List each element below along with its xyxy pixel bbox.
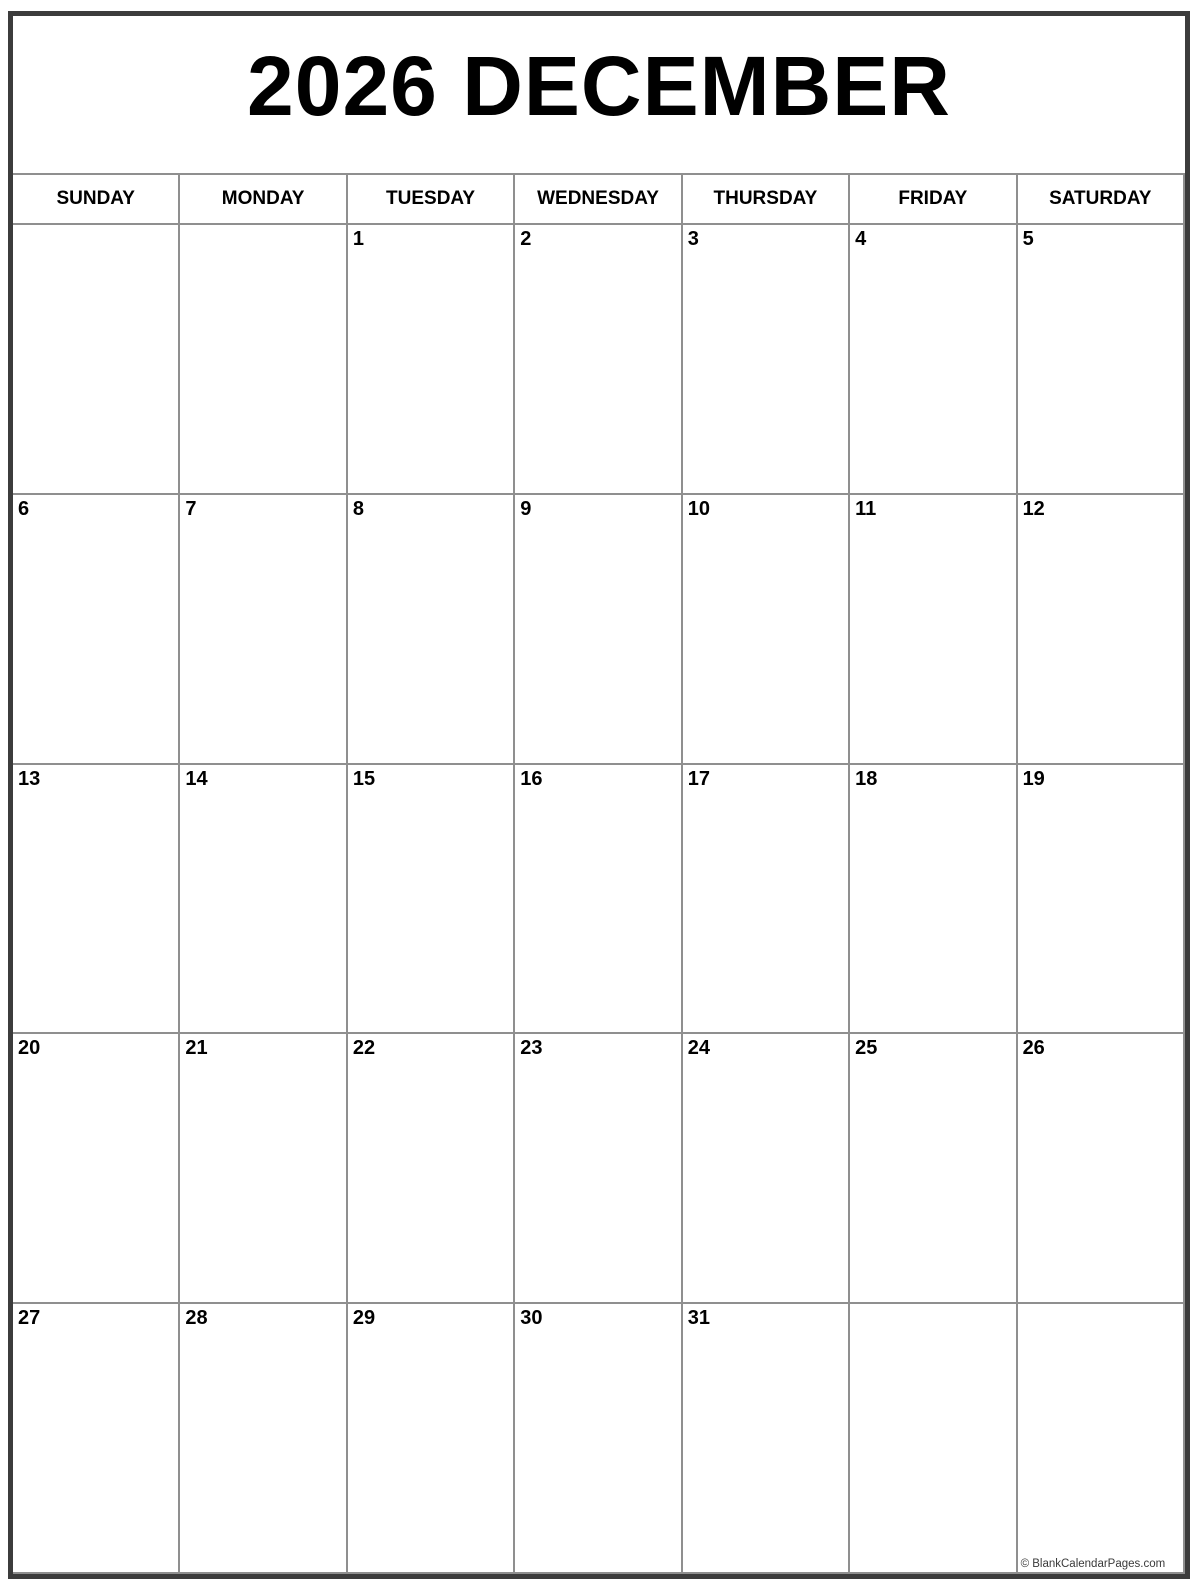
page-frame: [8, 11, 1190, 1579]
day-number: 4: [855, 228, 867, 250]
day-number: 30: [520, 1307, 543, 1330]
cell-2026-12-18: [850, 765, 1017, 1035]
cell-2026-12-15: [348, 765, 515, 1035]
day-number: 27: [18, 1307, 41, 1330]
day-number: 19: [1022, 767, 1045, 790]
weekday-header-tuesday: TUESDAY: [348, 175, 515, 225]
day-number: [1018, 1304, 1183, 1307]
cell-2026-12-30: [515, 1304, 682, 1574]
weekday-header-thursday: THURSDAY: [683, 175, 850, 225]
watermark-text: © BlankCalendarPages.com: [1020, 1557, 1166, 1570]
cell-2026-12-08: [348, 495, 515, 765]
day-number: 3: [687, 228, 699, 250]
cell-2026-12-31: [683, 1304, 850, 1574]
day-number: 12: [1022, 497, 1045, 520]
cell-empty: [850, 1304, 1017, 1574]
cell-2026-12-27: [13, 1304, 180, 1574]
cell-2026-12-25: [850, 1034, 1017, 1304]
day-number: [180, 225, 345, 228]
cell-2026-12-11: [850, 495, 1017, 765]
cell-2026-12-21: [180, 1034, 347, 1304]
day-number: 21: [185, 1037, 208, 1060]
day-number: 28: [185, 1307, 208, 1330]
day-number: 14: [185, 767, 208, 790]
cell-2026-12-06: [13, 495, 180, 765]
page-title: 2026 DECEMBER: [247, 39, 951, 133]
weekday-header-saturday: SATURDAY: [1018, 175, 1185, 225]
cell-2026-12-13: [13, 765, 180, 1035]
day-number: 22: [352, 1037, 376, 1060]
calendar-grid: [13, 173, 1185, 1574]
day-number: 11: [855, 497, 877, 520]
day-number: 25: [855, 1037, 878, 1060]
day-number: 10: [687, 497, 710, 520]
cell-2026-12-22: [348, 1034, 515, 1304]
cell-2026-12-24: [683, 1034, 850, 1304]
cell-2026-12-20: [13, 1034, 180, 1304]
day-number: 7: [185, 497, 197, 520]
day-number: 2: [520, 228, 532, 250]
day-number: 24: [687, 1037, 710, 1060]
cell-2026-12-02: [515, 225, 682, 495]
cell-2026-12-17: [683, 765, 850, 1035]
weekday-header-sunday: SUNDAY: [13, 175, 180, 225]
cell-2026-12-03: [683, 225, 850, 495]
day-number: 9: [520, 497, 532, 520]
day-number: 20: [18, 1037, 41, 1060]
cell-2026-12-10: [683, 495, 850, 765]
day-number: 8: [352, 497, 364, 520]
day-number: 23: [520, 1037, 543, 1060]
day-number: 18: [855, 767, 878, 790]
day-number: 26: [1022, 1037, 1045, 1060]
cell-empty: [13, 225, 180, 495]
day-number: 16: [520, 767, 543, 790]
cell-empty: [1018, 1304, 1185, 1574]
weekday-header-friday: FRIDAY: [850, 175, 1017, 225]
day-number: 13: [18, 767, 41, 790]
day-number: [850, 1304, 1015, 1307]
cell-2026-12-05: [1018, 225, 1185, 495]
cell-2026-12-14: [180, 765, 347, 1035]
day-number: 1: [352, 228, 364, 250]
cell-2026-12-04: [850, 225, 1017, 495]
cell-2026-12-26: [1018, 1034, 1185, 1304]
cell-2026-12-12: [1018, 495, 1185, 765]
cell-empty: [180, 225, 347, 495]
cell-2026-12-07: [180, 495, 347, 765]
day-number: 17: [687, 767, 710, 790]
day-number: 5: [1022, 228, 1034, 250]
cell-2026-12-28: [180, 1304, 347, 1574]
cell-2026-12-23: [515, 1034, 682, 1304]
cell-2026-12-19: [1018, 765, 1185, 1035]
cell-2026-12-09: [515, 495, 682, 765]
day-number: 31: [687, 1307, 710, 1330]
day-number: [13, 225, 178, 228]
cell-2026-12-16: [515, 765, 682, 1035]
cell-2026-12-01: [348, 225, 515, 495]
cell-2026-12-29: [348, 1304, 515, 1574]
weekday-header-wednesday: WEDNESDAY: [515, 175, 682, 225]
day-number: 6: [18, 497, 30, 520]
day-number: 29: [352, 1307, 376, 1330]
weekday-header-monday: MONDAY: [180, 175, 347, 225]
day-number: 15: [352, 767, 376, 790]
